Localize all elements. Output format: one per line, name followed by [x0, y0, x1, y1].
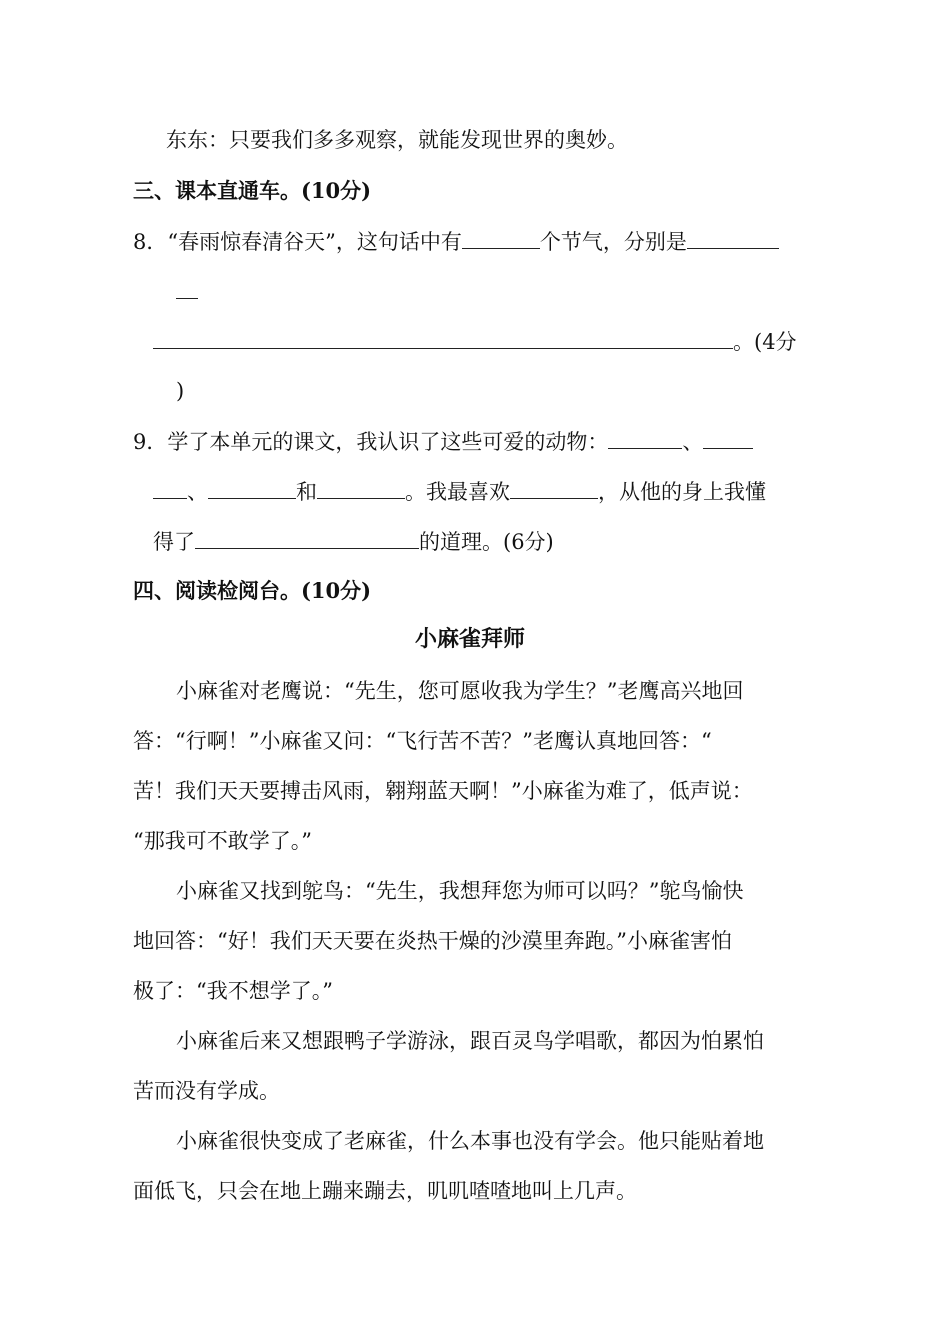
passage-paragraph-2-line-1: 小麻雀又找到鸵鸟：“先生，我想拜您为师可以吗？”鸵鸟愉快	[176, 879, 744, 903]
section-four-heading: 四、阅读检阅台。(10分)	[133, 578, 372, 603]
question-8-line-3	[153, 326, 853, 357]
passage-paragraph-3-line-1: 小麻雀后来又想跟鸭子学游泳，跟百灵鸟学唱歌，都因为怕累怕	[176, 1029, 764, 1053]
passage-paragraph-1-line-2: 答：“行啊！”小麻雀又问：“飞行苦不苦？”老鹰认真地回答：“	[133, 729, 712, 753]
passage-title: 小麻雀拜师	[414, 627, 525, 652]
section-three-heading: 三、课本直通车。(10分)	[133, 178, 372, 203]
dialogue-line: 东东：只要我们多多观察，就能发现世界的奥妙。	[166, 128, 628, 152]
answer-blank-q9-animal-1[interactable]	[608, 426, 682, 449]
answer-blank-q8-terms-b[interactable]	[176, 276, 198, 299]
question-8-text-a: 8．“春雨惊春清谷天”，这句话中有	[133, 230, 462, 254]
passage-paragraph-1-line-3: 苦！我们天天要搏击风雨，翱翔蓝天啊！”小麻雀为难了，低声说：	[133, 779, 753, 803]
passage-paragraph-1-line-4: “那我可不敢学了。”	[133, 829, 312, 853]
answer-blank-q9-animal-2b[interactable]	[153, 476, 187, 499]
question-9-line-3	[153, 526, 853, 557]
question-9-line-2	[153, 476, 853, 507]
answer-blank-q9-favorite[interactable]	[510, 476, 598, 499]
question-8-points-close: )	[176, 379, 185, 403]
passage-paragraph-4-line-2: 面低飞，只会在地上蹦来蹦去，叽叽喳喳地叫上几声。	[133, 1179, 637, 1203]
passage-paragraph-4-line-1: 小麻雀很快变成了老麻雀，什么本事也没有学会。他只能贴着地	[176, 1129, 764, 1153]
question-9-line	[133, 426, 833, 457]
question-8-text-b: 个节气，分别是	[539, 230, 687, 254]
question-8-line	[133, 226, 833, 257]
question-8-line-2	[176, 276, 236, 307]
question-9-text-e: 。我最喜欢	[405, 480, 510, 504]
passage-paragraph-1-line-1: 小麻雀对老鹰说：“先生，您可愿收我为学生？”老鹰高兴地回	[176, 679, 744, 703]
answer-blank-q8-terms-a[interactable]	[687, 226, 779, 249]
answer-blank-q9-lesson[interactable]	[195, 526, 419, 549]
question-9-text-f: ，从他的身上我懂	[598, 480, 766, 504]
question-9-text-a: 9．学了本单元的课文，我认识了这些可爱的动物：	[133, 430, 609, 454]
answer-blank-q8-count[interactable]	[462, 226, 540, 249]
passage-paragraph-3-line-2: 苦而没有学成。	[133, 1079, 280, 1103]
answer-blank-q8-terms-c[interactable]	[153, 326, 733, 349]
answer-blank-q9-animal-2a[interactable]	[703, 426, 753, 449]
question-8-points: 。(4分	[733, 330, 797, 354]
question-9-sep-1: 、	[682, 430, 704, 454]
question-9-sep-2: 、	[187, 480, 208, 504]
answer-blank-q9-animal-4[interactable]	[317, 476, 405, 499]
passage-paragraph-2-line-3: 极了：“我不想学了。”	[133, 979, 333, 1003]
passage-paragraph-2-line-2: 地回答：“好！我们天天要在炎热干燥的沙漠里奔跑。”小麻雀害怕	[133, 929, 732, 953]
question-9-and: 和	[296, 480, 317, 504]
answer-blank-q9-animal-3[interactable]	[208, 476, 296, 499]
question-9-text-g: 得了	[153, 530, 195, 554]
question-9-text-h: 的道理。(6分)	[419, 530, 554, 554]
